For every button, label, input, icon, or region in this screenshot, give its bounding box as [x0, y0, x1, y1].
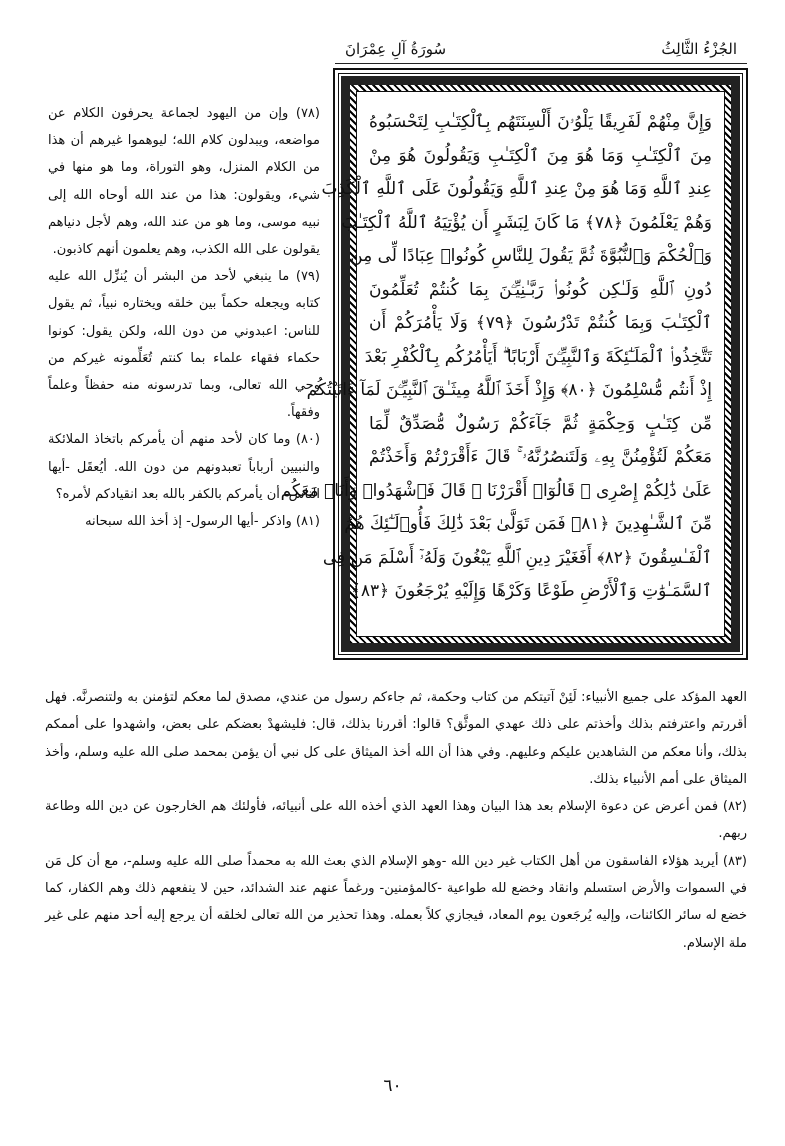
tafsir-verse-79: (٧٩) ما ينبغي لأحد من البشر أن يُنزِّل الله عليه كتابه ويجعله حكماً بين خلقه ويختاره نبياً، ثم يقول للناس: اعبدوني من دون الله، ولكن يقول: كونوا حكماء فقهاء علماء بما كنتم تُعَلِّمونه غيركم من وحي الله تعالى، وبما تدرسونه منه حفظاً وعلماً وفقهاً. [48, 269, 320, 421]
quran-line: ٱلسَّمَـٰوَٰتِ وَٱلْأَرْضِ طَوْعًا وَكَرْهًا وَإِلَيْهِ يُرْجَعُونَ ﴿٨٣﴾ [350, 581, 712, 601]
quran-line: ٱلْكِتَـٰبَ وَبِمَا كُنتُمْ تَدْرُسُونَ ﴿٧٩﴾ وَلَا يَأْمُرَكُمْ أَن [369, 313, 713, 333]
quran-line: إِذْ أَنتُم مُّسْلِمُونَ ﴿٨٠﴾ وَإِذْ أَخَذَ ٱللَّهُ مِيثَـٰقَ ٱلنَّبِيِّـۧنَ لَمَآ ءَاتَيْتُكُم [306, 380, 712, 400]
full-commentary [45, 684, 747, 957]
tafsir-verse-78: (٧٨) وإن من اليهود لجماعة يحرفون الكلام عن مواضعه، ويبدلون كلام الله؛ ليوهموا غيرهم أن هذا من الكلام المنزل، وهو التوراة، وما هو منها في شيء، ويقولون: هذا من عند الله أوحاه الله إلى نبيه موسى، وما هو من عند الله، وهم لأجل دنياهم يقولون على الله الكذب، وهم يعلمون أنهم كاذبون. [48, 106, 320, 258]
quran-line: مِّن كِتَـٰبٍ وَحِكْمَةٍ ثُمَّ جَآءَكُمْ رَسُولٌ مُّصَدِّقٌ لِّمَا [369, 413, 712, 434]
quran-line: تَتَّخِذُوا۟ ٱلْمَلَـٰٓئِكَةَ وَٱلنَّبِيِّـۧنَ أَرْبَابًا ۗ أَيَأْمُرُكُم بِٱلْكُفْرِ بَعْدَ [364, 346, 712, 367]
quran-line: مِّنَ ٱلشَّـٰهِدِينَ ﴿٨١﴾ فَمَن تَوَلَّىٰ بَعْدَ ذَٰلِكَ فَأُو۟لَـٰٓئِكَ هُمُ [344, 514, 712, 534]
tafsir-verse-83: (٨٣) أيريد هؤلاء الفاسقون من أهل الكتاب غير دين الله -وهو الإسلام الذي بعث الله به محمداً صلى الله عليه وسلم-، مع أن كل مَن في السموات والأرض استسلم وانقاد وخضع لله طواعية -كالمؤمنين- ورغماً عنهم عند الشدائد، حين لا ينفعهم ذلك وهم الكفار، كما خضع له سائر الكائنات، وإليه يُرجَعون يوم المعاد، فيجازي كلاً بعمله. وهذا تحذير من الله تعالى لخلقه أن يرجع إليه أحد منهم على غير ملة الإسلام. [45, 853, 747, 951]
quran-line: وَإِنَّ مِنْهُمْ لَفَرِيقًا يَلْوُۥنَ أَلْسِنَتَهُم بِٱلْكِتَـٰبِ لِتَحْسَبُوهُ [369, 112, 712, 132]
tafsir-verse-80: (٨٠) وما كان لأحد منهم أن يأمركم باتخاذ الملائكة والنبيين أرباباً تعبدونهم من دون الله. أيُعقَل -أيها الناس- أن يأمركم بالكفر بالله بعد انقيادكم لأمره؟ [48, 432, 320, 502]
quran-text-box [280, 91, 725, 637]
quran-line: مَعَكُمْ لَتُؤْمِنُنَّ بِهِۦ وَلَتَنصُرُنَّهُۥ ۚ قَالَ ءَأَقْرَرْتُمْ وَأَخَذْتُمْ [369, 447, 712, 467]
quran-text-frame [280, 68, 748, 660]
quran-line: وَٱلْحُكْمَ وَٱلنُّبُوَّةَ ثُمَّ يَقُولَ لِلنَّاسِ كُونُوا۟ عِبَادًا لِّى مِن [350, 246, 712, 266]
surah-header: سُورَةُ آلِ عِمْرَانَ [345, 40, 447, 58]
quran-line: دُونِ ٱللَّهِ وَلَـٰكِن كُونُوا۟ رَبَّـٰنِيِّـۧنَ بِمَا كُنتُمْ تُعَلِّمُونَ [369, 279, 712, 300]
page-number: ٦٠ [383, 1076, 402, 1096]
side-commentary [48, 100, 320, 535]
quran-line: عَلَىٰ ذَٰلِكُمْ إِصْرِى ۖ قَالُوٓا۟ أَقْرَرْنَا ۚ قَالَ فَٱشْهَدُوا۟ وَأَنَا۠ مَعَكُم [280, 480, 712, 501]
quran-line: عِندِ ٱللَّهِ وَمَا هُوَ مِنْ عِندِ ٱللَّهِ وَيَقُولُونَ عَلَى ٱللَّهِ ٱلْكَذِبَ [321, 179, 712, 199]
tafsir-verse-81-continued: العهد المؤكد على جميع الأنبياء: لَئِنْ آتيتكم من كتاب وحكمة، ثم جاءكم رسول من عندي، مصدق لما معكم لتؤمنن به ولتنصرنَّه. فهل أقررتم واعترفتم بذلك وأخذتم على ذلك عهدي الموثَّق؟ قالوا: أقررنا بذلك، قال: فليشهدْ بعضكم على بعض، واشهدوا على أممكم بذلك، وأنا معكم من الشاهدين عليكم وعليهم. وفي هذا أن الله أخذ الميثاق على كل نبي أن يؤمن بمحمد صلى الله عليه وسلم، وأخذ الميثاق على أمم الأنبياء بذلك. [45, 690, 747, 787]
header-divider [335, 63, 747, 64]
quran-line: مِنَ ٱلْكِتَـٰبِ وَمَا هُوَ مِنَ ٱلْكِتَـٰبِ وَيَقُولُونَ هُوَ مِنْ [369, 145, 712, 166]
quran-line: وَهُمْ يَعْلَمُونَ ﴿٧٨﴾ مَا كَانَ لِبَشَرٍ أَن يُؤْتِيَهُ ٱللَّهُ ٱلْكِتَـٰبَ [341, 212, 712, 233]
tafsir-verse-82: (٨٢) فمن أعرض عن دعوة الإسلام بعد هذا البيان وهذا العهد الذي أخذه الله على أنبيائه، فأولئك هم الخارجون عن دين الله وطاعة ربهم. [45, 799, 747, 842]
tafsir-verse-81-start: (٨١) واذكر -أيها الرسول- إذ أخذ الله سبحانه [85, 514, 320, 530]
quran-line: ٱلْفَـٰسِقُونَ ﴿٨٢﴾ أَفَغَيْرَ دِينِ ٱللَّهِ يَبْغُونَ وَلَهُۥٓ أَسْلَمَ مَن فِى [322, 547, 712, 568]
juz-header: الجُزْءُ الثَّالِثُ [661, 40, 737, 58]
